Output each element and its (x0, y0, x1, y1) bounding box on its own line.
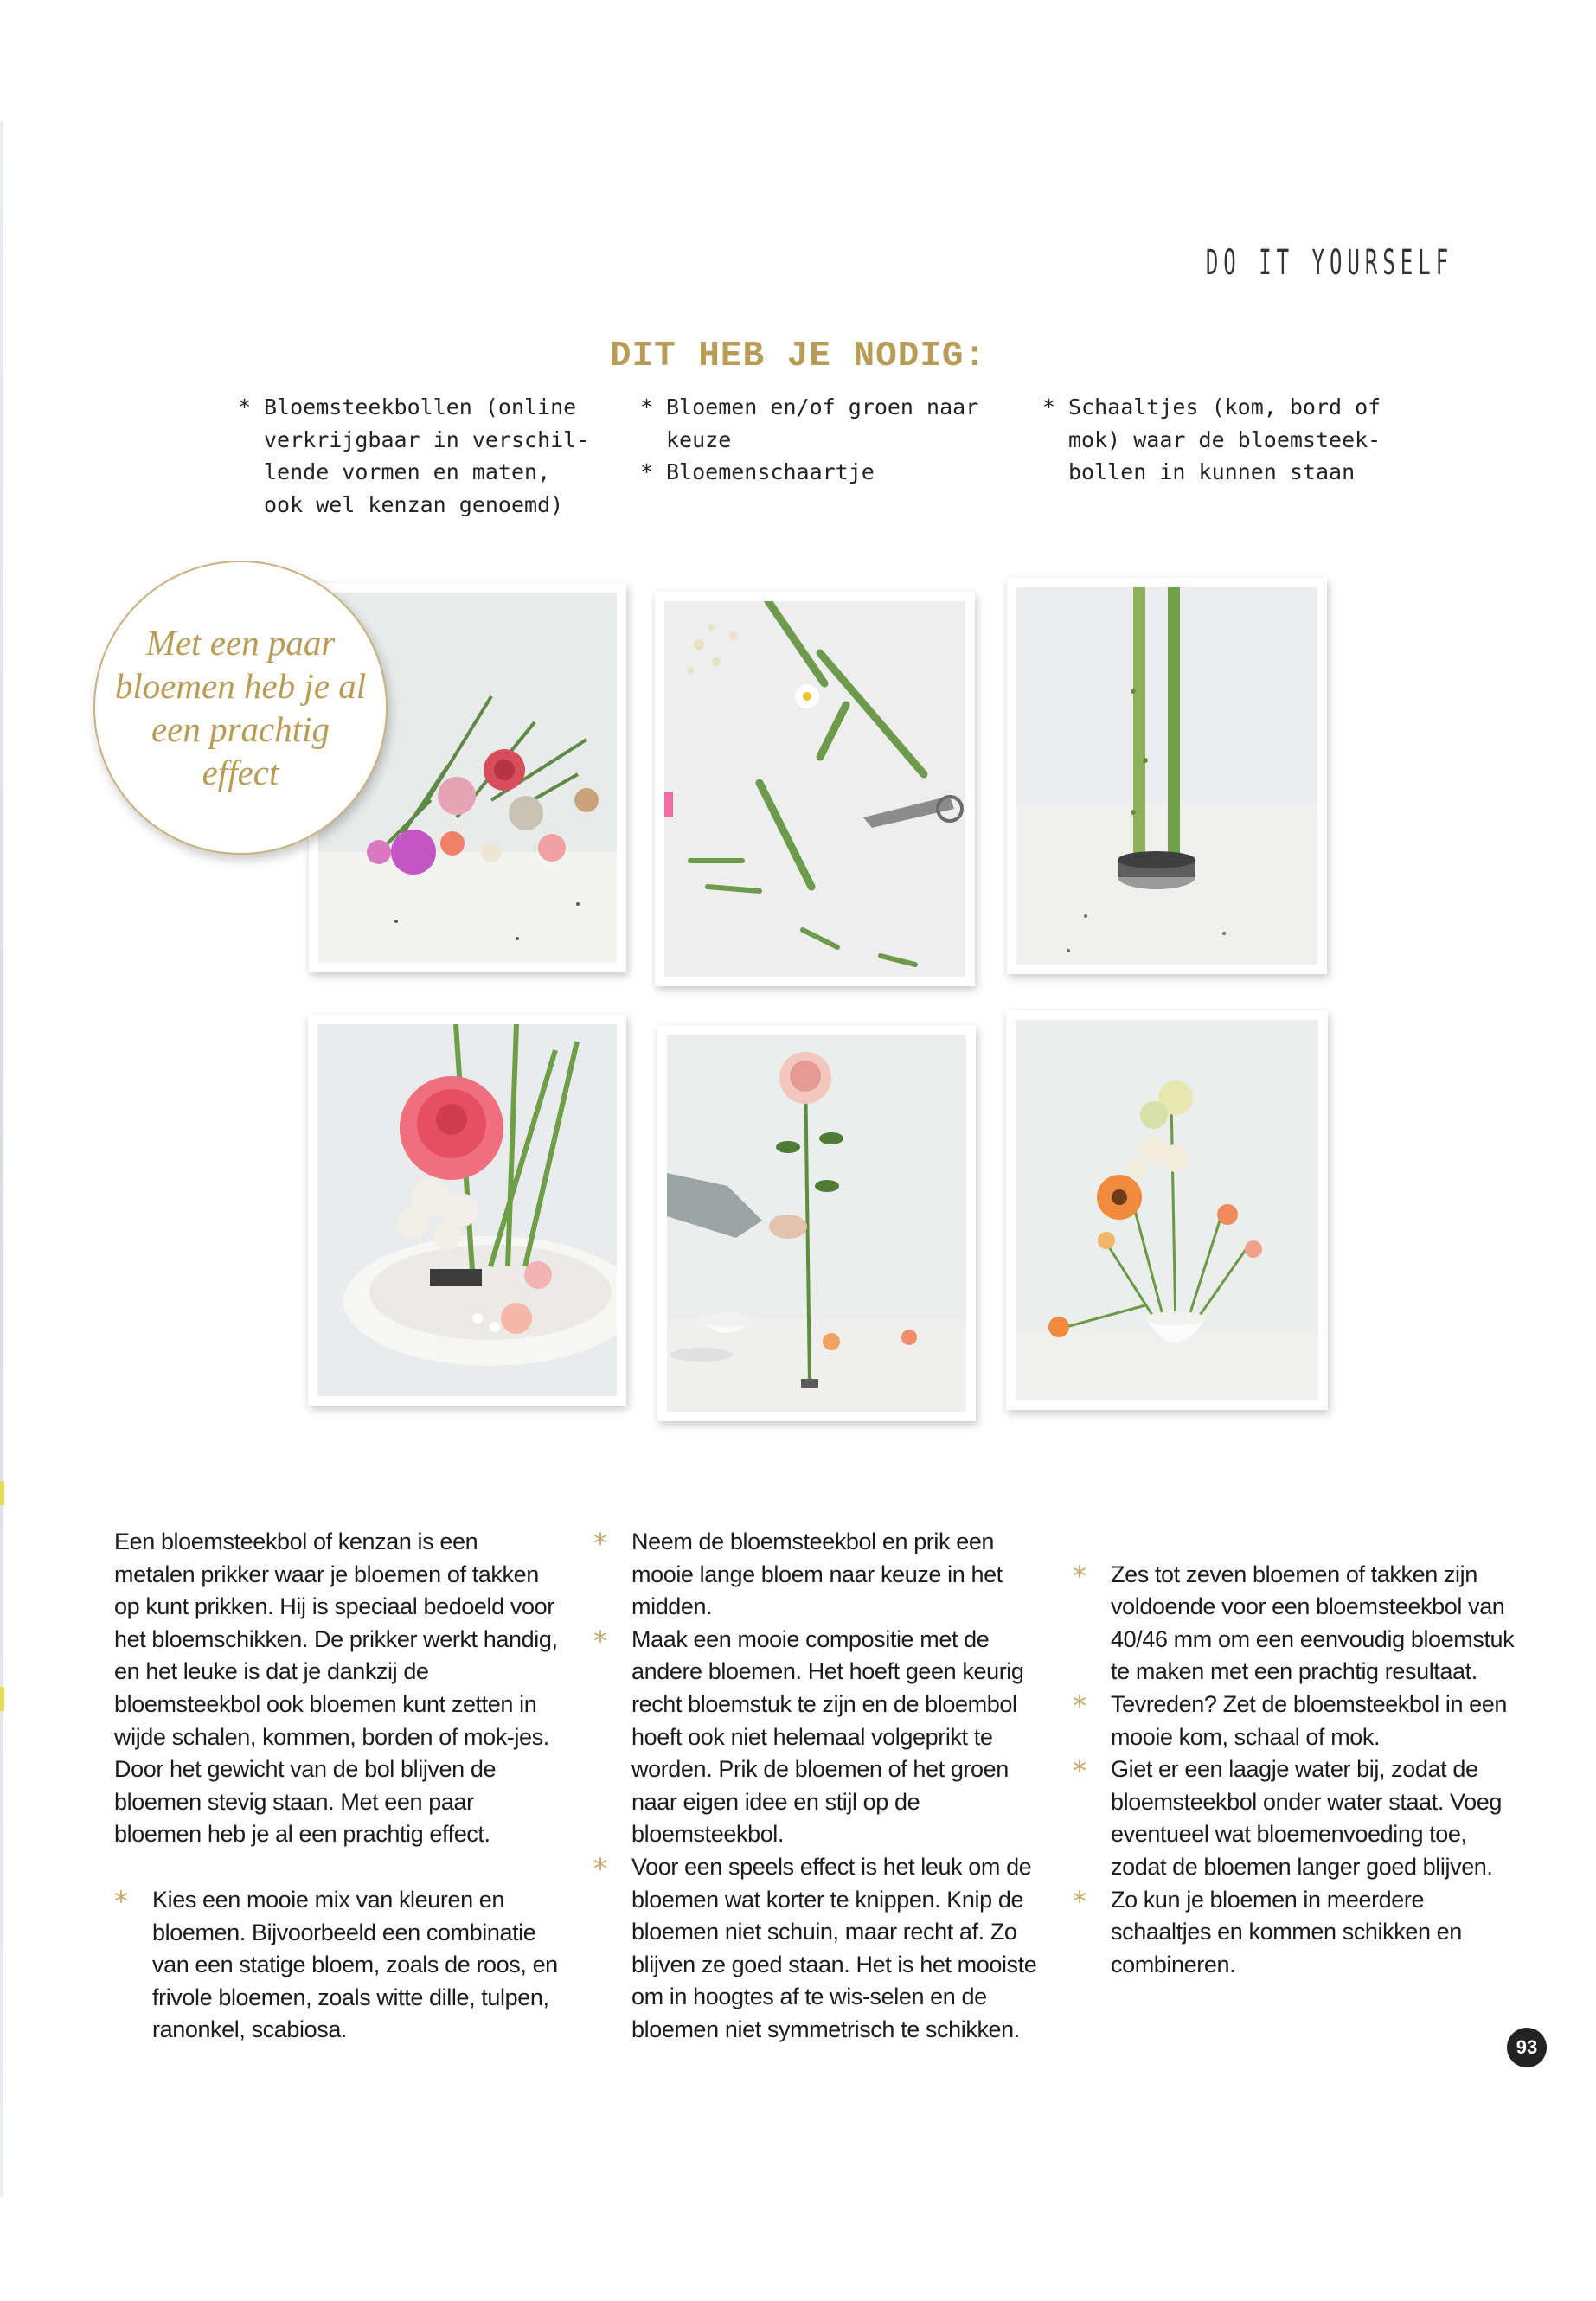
step-text: Voor een speels effect is het leuk om de bloemen wat korter te knippen. Knip de bloemen niet schuin, maar recht af. Zo blijven ze goed staan. Het is het mooiste om in hoogtes af te wis-selen en de bloemen niet symmetrisch te schikken. (631, 1853, 1037, 2042)
needs-item (640, 391, 978, 456)
placing-rose-image (667, 1035, 966, 1412)
finished-bowl-arrangement-image (1016, 1020, 1318, 1400)
needs-line: Bloemenschaartje (666, 459, 875, 484)
step-text: Giet er een laagje water bij, zodat de bloemsteekbol onder water staat. Voeg eventueel wat bloemenvoeding toe, zodat de bloemen langer goed blijven. (1111, 1756, 1502, 1880)
needs-title: DIT HEB JE NODIG: (609, 336, 987, 377)
stem-in-kenzan-image (1016, 587, 1317, 965)
step-text: Zo kun je bloemen in meerdere schaaltjes en kommen schikken en combineren. (1111, 1886, 1462, 1977)
needs-line: ook wel kenzan genoemd) (264, 491, 564, 517)
body-column-3 (1073, 1526, 1522, 1981)
step-text: Maak een mooie compositie met de andere bloemen. Het hoeft geen keurig recht bloemstuk te zijn en de bloembol hoeft ook niet helemaal volgeprikt te worden. Prik de bloemen of het groen naar eigen idee en stijl op de bloemsteekbol. (631, 1625, 1024, 1848)
step-item (1073, 1753, 1522, 1883)
asterisk-icon: * (593, 1624, 607, 1657)
needs-line: Bloemsteekbollen (online (264, 394, 577, 420)
step-text: Zes tot zeven bloemen of takken zijn voldoende voor een bloemsteekbol van 40/46 mm om een eenvoudig bloemstuk te maken met een prachtig resultaat. (1111, 1561, 1515, 1685)
binding-mark (0, 1687, 4, 1711)
step-item (1073, 1559, 1522, 1689)
needs-column-2 (640, 391, 978, 489)
needs-item (238, 391, 589, 521)
needs-line: Bloemen en/of groen naar (666, 394, 979, 420)
step-text: Tevreden? Zet de bloemsteekbol in een mooie kom, schaal of mok. (1111, 1690, 1508, 1750)
body-column-1 (114, 1526, 564, 2047)
cutting-stems-image (664, 601, 965, 977)
needs-bullet: * (640, 459, 654, 484)
pull-quote-text: Met een paar bloemen heb je al een prachtig effect (114, 623, 367, 792)
needs-line: bollen in kunnen staan (1068, 459, 1356, 484)
step-text: Neem de bloemsteekbol en prik een mooie lange bloem naar keuze in het midden. (631, 1529, 1003, 1620)
needs-column-3 (1042, 391, 1381, 489)
needs-line: Schaaltjes (kom, bord of (1068, 394, 1381, 420)
rose-dish-arrangement-image (317, 1024, 617, 1396)
asterisk-icon: * (593, 1851, 607, 1885)
asterisk-icon: * (1073, 1689, 1086, 1722)
step-item (1073, 1884, 1522, 1982)
body-column-2 (593, 1526, 1043, 2047)
needs-bullet: * (1042, 394, 1056, 420)
binding-edge (0, 121, 3, 2197)
step-item (114, 1884, 564, 2047)
page-number: 93 (1507, 2028, 1547, 2067)
needs-item (640, 456, 978, 489)
photo-rose-dish-arrangement (308, 1015, 626, 1406)
needs-item (1042, 391, 1381, 489)
step-item (593, 1851, 1043, 2047)
needs-line: lende vormen en maten, (264, 459, 551, 484)
step-item (593, 1624, 1043, 1851)
step-item (1073, 1689, 1522, 1753)
asterisk-icon: * (1073, 1884, 1086, 1918)
asterisk-icon: * (114, 1884, 128, 1918)
needs-line: verkrijgbaar in verschil- (264, 426, 590, 452)
needs-bullet: * (238, 394, 252, 420)
photo-cutting-stems (655, 592, 975, 986)
binding-mark (0, 1481, 4, 1505)
photo-placing-rose (657, 1025, 976, 1421)
pull-quote-circle (93, 561, 388, 855)
step-item (593, 1526, 1043, 1624)
intro-paragraph: Een bloemsteekbol of kenzan is een metalen prikker waar je bloemen of takken op kunt prikken. Hij is speciaal bedoeld voor het bloemschikken. De prikker werkt handig, en het leuke is dat je dankzij de bloemsteekbol ook bloemen kunt zetten in wijde schalen, kommen, borden of mok-jes. Door het gewicht van de bol blijven de bloemen stevig staan. Met een paar bloemen heb je al een prachtig effect. (114, 1529, 558, 1848)
photo-stem-in-kenzan (1007, 578, 1327, 974)
asterisk-icon: * (1073, 1559, 1086, 1593)
photo-finished-bowl-arrangement (1006, 1010, 1328, 1410)
asterisk-icon: * (1073, 1754, 1086, 1788)
needs-line: mok) waar de bloemsteek- (1068, 426, 1381, 452)
needs-line: keuze (666, 426, 732, 452)
section-label: DO IT YOURSELF (1205, 243, 1453, 284)
needs-bullet: * (640, 394, 654, 420)
asterisk-icon: * (593, 1527, 607, 1560)
step-text: Kies een mooie mix van kleuren en bloemen. Bijvoorbeeld een combinatie van een statige bloem, zoals de roos, en frivole bloemen, zoals witte dille, tulpen, ranonkel, scabiosa. (152, 1886, 558, 2043)
needs-column-1 (238, 391, 589, 521)
